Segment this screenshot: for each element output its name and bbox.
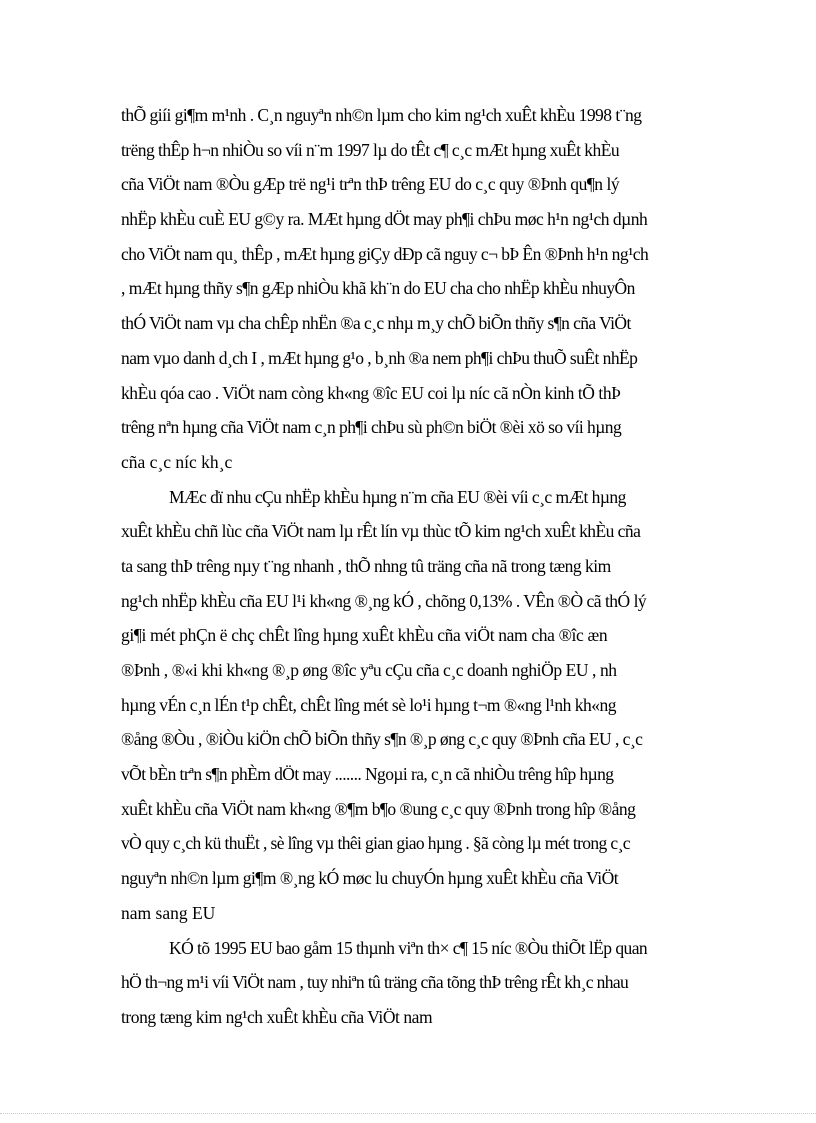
text-line: cña ViÖt nam ®Òu gÆp trë ng¹i trªn thÞ trêng EU do c¸c quy ®Þnh qu¶n lý (121, 174, 620, 195)
text-line: ta sang thÞ trêng nµy t¨ng nhanh , thÕ nhng tû träng cña nã trong tæng kim (121, 555, 611, 576)
body-text (121, 98, 731, 1035)
text-line: trëng thÊp h¬n nhiÒu so víi n¨m 1997 lµ do tÊt c¶ c¸c mÆt hµng xuÊt khÈu (121, 139, 620, 160)
text-line: trêng nªn hµng cña ViÖt nam c¸n ph¶i chÞu sù ph©n biÖt ®èi xö so víi hµng (121, 417, 622, 438)
text-line: ®Þnh , ®«i khi kh«ng ®¸p øng ®îc yªu cÇu cña c¸c doanh nghiÖp EU , nh (121, 660, 617, 680)
text-line: nhËp khÈu cuÈ EU g©y ra. MÆt hµng dÖt may ph¶i chÞu møc h¹n ng¹ch dµnh (121, 209, 648, 230)
text-line: thÕ giíi gi¶m m¹nh . C¸n nguyªn nh©n lµm cho kim ng¹ch xuÊt khÈu 1998 t¨ng (121, 105, 642, 125)
text-line: vÒ quy c¸ch kü thuËt , sè lîng vµ thêi gian giao hµng . §ã còng lµ mét trong c¸c (121, 833, 630, 854)
text-line: ng¹ch nhËp khÈu cña EU l¹i kh«ng ®¸ng kÓ , chõng 0,13% . VÊn ®Ò cã thÓ lý (121, 590, 647, 611)
text-line: khÈu qóa cao . ViÖt nam còng kh«ng ®îc EU coi lµ níc cã nÒn kinh tÕ thÞ (121, 382, 621, 403)
text-line: vÕt bÈn trªn s¶n phÈm dÖt may ....... Ngoµi ra, c¸n cã nhiÒu trêng hîp hµng (121, 764, 614, 785)
text-line: ®ång ®Òu , ®iÒu kiÖn chÕ biÕn thñy s¶n ®¸p øng c¸c quy ®Þnh cña EU , c¸c (121, 729, 643, 750)
text-line: MÆc dï nhu cÇu nhËp khÈu hµng n¨m cña EU ®èi víi c¸c mÆt hµng (169, 486, 626, 507)
text-line: xuÊt khÈu chñ lùc cña ViÖt nam lµ rÊt lín vµ thùc tÕ kim ng¹ch xuÊt khÈu cña (121, 521, 641, 542)
text-line: hµng vÉn c¸n lÉn t¹p chÊt, chÊt lîng mét sè lo¹i hµng t¬m ®«ng l¹nh kh«ng (121, 694, 617, 715)
text-line: cho ViÖt nam qu¸ thÊp , mÆt hµng giÇy dÐp cã nguy c¬ bÞ Ên ®Þnh h¹n ng¹ch (121, 243, 649, 264)
page-bottom-border (0, 1113, 816, 1114)
text-line: cña c¸c níc kh¸c (121, 451, 233, 472)
text-line: trong tæng kim ng¹ch xuÊt khÈu cña ViÖt nam (121, 1006, 433, 1027)
text-line: hÖ th¬ng m¹i víi ViÖt nam , tuy nhiªn tû träng cña tõng thÞ trêng rÊt kh¸c nhau (121, 972, 629, 993)
text-line: nam vµo danh d¸ch I , mÆt hµng g¹o , b¸nh ®a nem ph¶i chÞu thuÕ suÊt nhËp (121, 347, 638, 368)
text-line: nam sang EU (121, 902, 216, 923)
text-line: thÓ ViÖt nam vµ cha chÊp nhËn ®a c¸c nhµ m¸y chÕ biÕn thñy s¶n cña ViÖt (121, 313, 631, 334)
text-line: KÓ tõ 1995 EU bao gåm 15 thµnh viªn th× c¶ 15 níc ®Òu thiÕt lËp quan (169, 937, 648, 958)
text-line: , mÆt hµng thñy s¶n gÆp nhiÒu khã kh¨n do EU cha cho nhËp khÈu nhuyÔn (121, 278, 635, 299)
text-line: nguyªn nh©n lµm gi¶m ®¸ng kÓ møc lu chuyÓn hµng xuÊt khÈu cña ViÖt (121, 868, 619, 889)
text-line: gi¶i mét phÇn ë chç chÊt lîng hµng xuÊt khÈu cña viÖt nam cha ®îc æn (121, 625, 608, 646)
text-line: xuÊt khÈu cña ViÖt nam kh«ng ®¶m b¶o ®ung c¸c quy ®Þnh trong hîp ®ång (121, 798, 636, 819)
